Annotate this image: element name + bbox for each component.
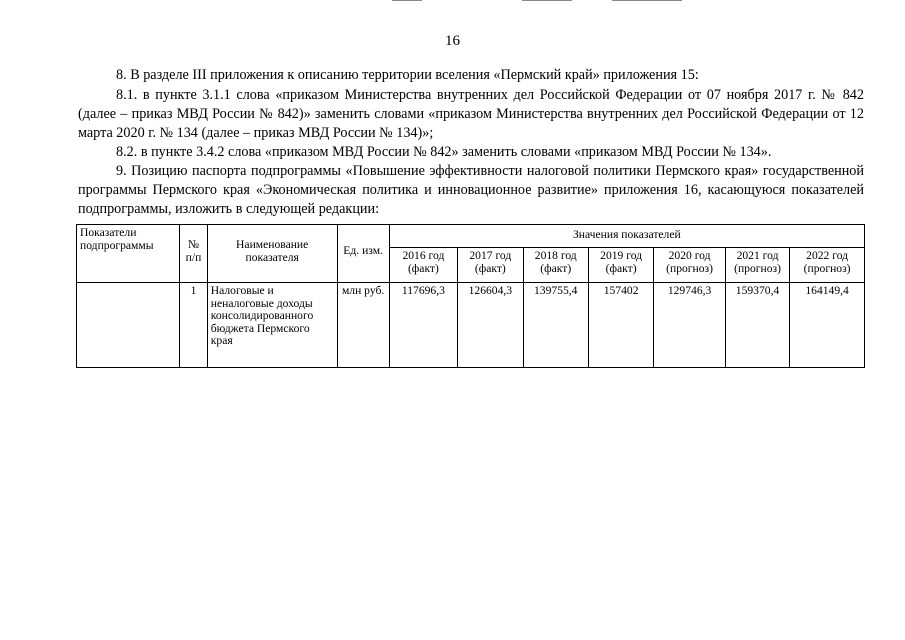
cell-name: Налоговые и неналоговые доходы консолидированного бюджета Пермского края — [207, 283, 337, 368]
cell-num: 1 — [180, 283, 208, 368]
table-row — [77, 283, 865, 368]
top-edge-line — [392, 0, 422, 1]
header-year: 2018 год (факт) — [523, 248, 588, 283]
cell-value: 139755,4 — [523, 283, 588, 368]
cell-value: 129746,3 — [654, 283, 726, 368]
header-num: № п/п — [180, 225, 208, 283]
header-year: 2016 год (факт) — [389, 248, 457, 283]
paragraph-8-1: 8.1. в пункте 3.1.1 слова «приказом Министерства внутренних дел Российской Федерации от 07 ноября 2017 г. № 842 (далее – приказ МВД России № 842)» заменить словами «приказом Министерства внутренних дел Российской Федерации от 12 марта 2020 г. № 134 (далее – приказ МВД России № 134)»; — [78, 87, 864, 141]
header-year: 2017 год (факт) — [458, 248, 523, 283]
header-name: Наименование показателя — [207, 225, 337, 283]
cell-value: 157402 — [588, 283, 653, 368]
paragraph-9: 9. Позицию паспорта подпрограммы «Повышение эффективности налоговой политики Пермского края» государственной программы Пермского края «Экономическая политика и инновационное развитие» приложения 16, касающуюся показателей подпрограммы, изложить в следующей редакции: — [78, 163, 864, 217]
cell-value: 117696,3 — [389, 283, 457, 368]
header-year: 2022 год (прогноз) — [790, 248, 865, 283]
cell-unit: млн руб. — [337, 283, 389, 368]
page-number: 16 — [445, 33, 460, 49]
header-year: 2021 год (прогноз) — [725, 248, 789, 283]
header-unit: Ед. изм. — [337, 225, 389, 283]
top-edge-line — [612, 0, 682, 1]
paragraph-8: 8. В разделе III приложения к описанию территории вселения «Пермский край» приложения 15: — [116, 67, 699, 83]
indicators-table — [76, 224, 865, 368]
table-header-row — [77, 225, 865, 248]
header-values: Значения показателей — [389, 225, 864, 248]
cell-value: 164149,4 — [790, 283, 865, 368]
header-subprogram: Показатели подпрограммы — [77, 225, 180, 283]
header-year: 2020 год (прогноз) — [654, 248, 726, 283]
cell-value: 126604,3 — [458, 283, 523, 368]
paragraph-8-2: 8.2. в пункте 3.4.2 слова «приказом МВД России № 842» заменить словами «приказом МВД России № 134». — [116, 144, 772, 160]
header-year: 2019 год (факт) — [588, 248, 653, 283]
cell-subprogram — [77, 283, 180, 368]
cell-value: 159370,4 — [725, 283, 789, 368]
top-edge-line — [522, 0, 572, 1]
